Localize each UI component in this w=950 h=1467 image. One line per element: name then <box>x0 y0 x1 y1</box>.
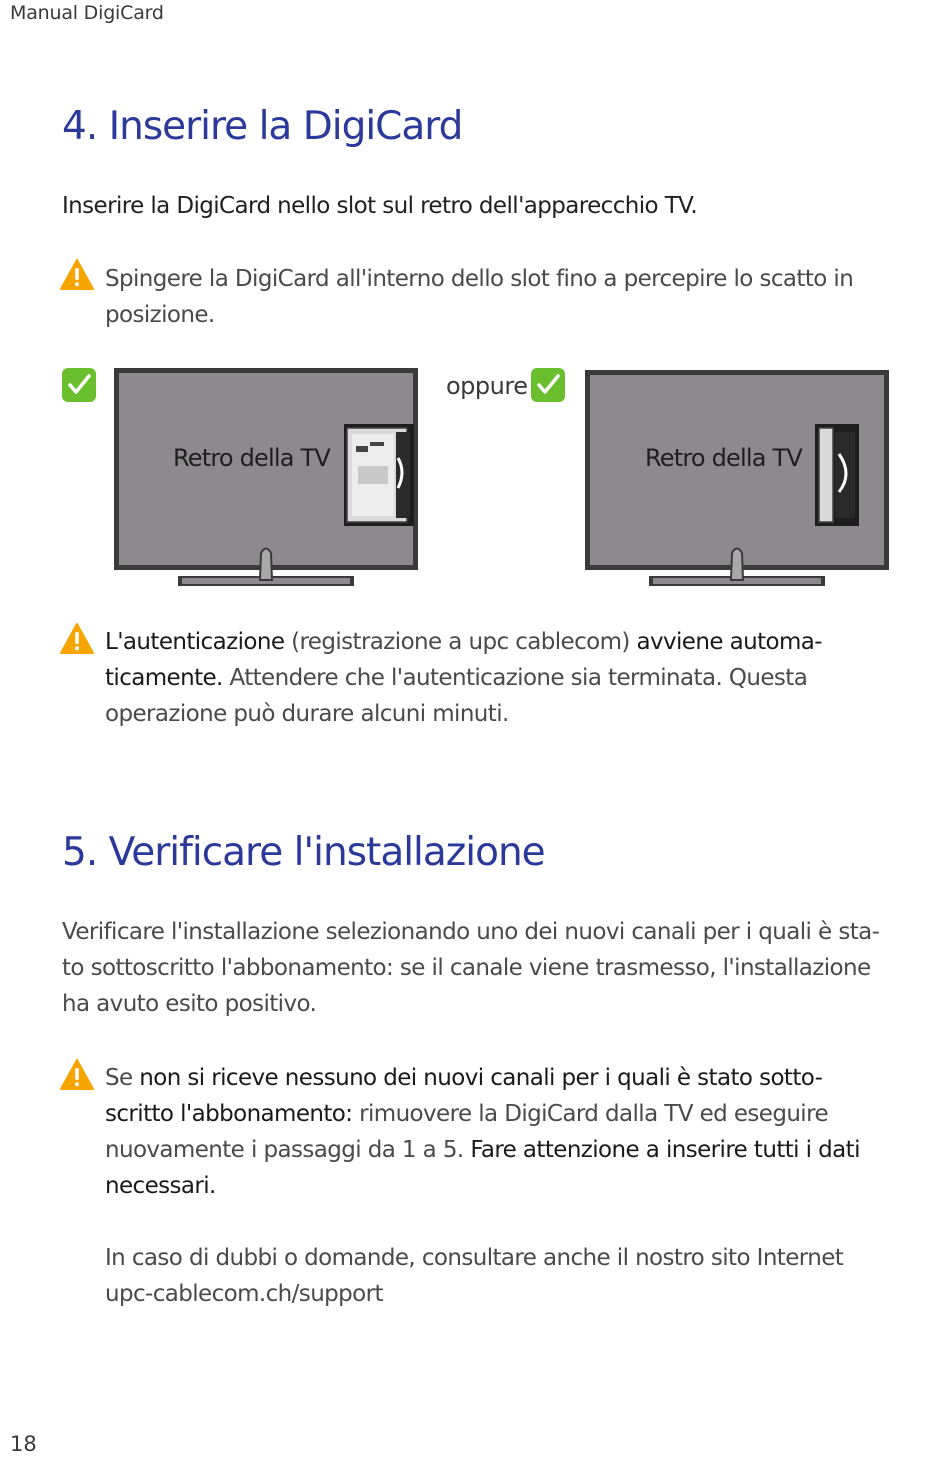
support-link[interactable]: upc-cablecom.ch/support <box>105 1281 383 1307</box>
warning-3-line-1 <box>105 1060 822 1096</box>
warning-icon <box>60 1058 94 1096</box>
warning-2-strong: ticamente. <box>105 665 223 691</box>
section-5-body-line-2: to sottoscritto l'abbonamento: se il canale viene trasmesso, l'installazione <box>62 955 871 981</box>
tv-left-label: Retro della TV <box>173 444 330 472</box>
warning-3-strong: non si riceve nessuno dei nuovi canali per i quali è stato sotto- <box>139 1065 823 1091</box>
check-icon-left <box>62 368 96 406</box>
section-5-title: 5. Verificare l'installazione <box>62 830 545 875</box>
warning-3-strong: scritto l'abbonamento: <box>105 1101 353 1127</box>
tv-right-label: Retro della TV <box>645 444 802 472</box>
warning-3-light: Se <box>105 1065 140 1091</box>
or-label: oppure <box>446 372 528 400</box>
warning-2-light: (registrazione a upc cablecom) <box>284 629 637 655</box>
warning-1-line-2: posizione. <box>105 302 215 328</box>
support-line-1: In caso di dubbi o domande, consultare anche il nostro sito Internet <box>105 1245 844 1271</box>
warning-3-line-4: necessari. <box>105 1173 216 1199</box>
warning-2-line-3: operazione può durare alcuni minuti. <box>105 701 509 727</box>
section-5-body-line-3: ha avuto esito positivo. <box>62 991 317 1017</box>
check-icon-right <box>531 368 565 406</box>
tv-back-illustration-left <box>114 368 418 592</box>
warning-3-line-3 <box>105 1132 860 1168</box>
tv-back-illustration-right <box>585 370 889 594</box>
warning-3-strong: Fare attenzione a inserire tutti i dati <box>470 1137 860 1163</box>
warning-2-strong: avviene automa- <box>636 629 822 655</box>
warning-2-line-1 <box>105 624 822 660</box>
running-header: Manual DigiCard <box>10 2 164 24</box>
warning-icon <box>60 622 94 660</box>
warning-1-line-1: Spingere la DigiCard all'interno dello slot fino a percepire lo scatto in <box>105 266 854 292</box>
warning-icon <box>60 258 94 296</box>
warning-2-strong: L'autenticazione <box>105 629 285 655</box>
warning-3-light: rimuovere la DigiCard dalla TV ed eseguire <box>352 1101 828 1127</box>
warning-2-line-2 <box>105 660 807 696</box>
warning-3-line-2 <box>105 1096 828 1132</box>
warning-3-light: nuovamente i passaggi da 1 a 5. <box>105 1137 471 1163</box>
warning-2-light: Attendere che l'autenticazione sia terminata. Questa <box>222 665 808 691</box>
section-4-title: 4. Inserire la DigiCard <box>62 104 463 149</box>
section-5-body-line-1: Verificare l'installazione selezionando uno dei nuovi canali per i quali è sta- <box>62 919 880 945</box>
section-4-intro: Inserire la DigiCard nello slot sul retro dell'apparecchio TV. <box>62 193 698 219</box>
page-number: 18 <box>10 1432 37 1456</box>
